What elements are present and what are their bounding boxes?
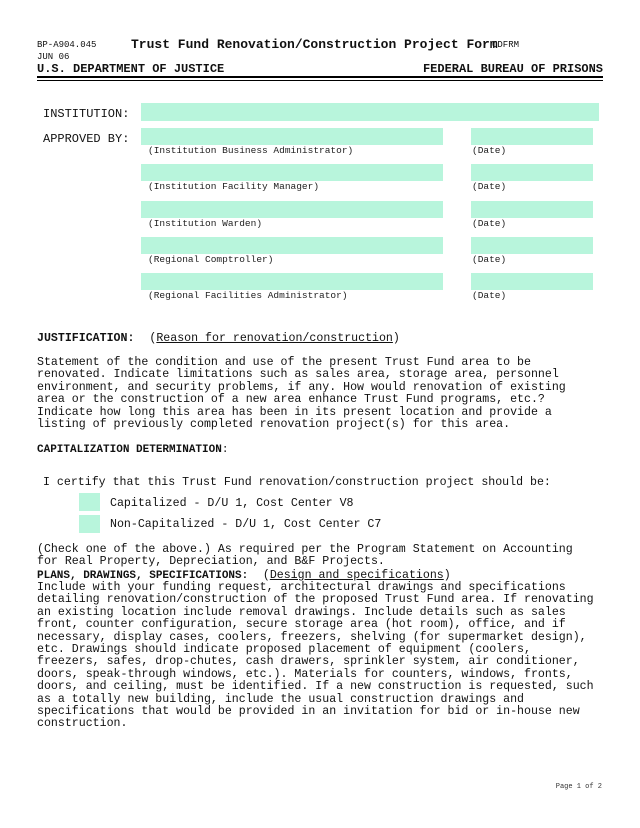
capitalized-checkbox[interactable] xyxy=(79,493,100,511)
justification-body xyxy=(37,357,607,431)
non-capitalized-option-label: Non-Capitalized - D/U 1, Cost Center C7 xyxy=(110,518,382,531)
plans-line: doors, speak-through windows, etc.). Materials for counters, windows, fronts, xyxy=(37,667,573,681)
non-capitalized-checkbox[interactable] xyxy=(79,515,100,533)
form-code: CDFRM xyxy=(492,40,520,50)
date-label: (Date) xyxy=(472,218,507,229)
capitalization-note xyxy=(37,544,607,569)
institution-field[interactable] xyxy=(141,103,599,121)
plans-line: specifications that would be provided in an invitation for bid or in-house new xyxy=(37,705,580,719)
justification-heading-line xyxy=(37,332,400,345)
signature-role-label: (Regional Comptroller) xyxy=(148,254,274,265)
form-title: Trust Fund Renovation/Construction Project Form xyxy=(131,37,498,52)
date-field[interactable] xyxy=(471,164,593,181)
capitalization-note-line: for Real Property, Depreciation, and B&F Projects. xyxy=(37,555,385,569)
plans-line: construction. xyxy=(37,717,128,731)
plans-line: Include with your funding request, architectural drawings and specifications xyxy=(37,581,566,594)
plans-line: detailing renovation/construction of the proposed Trust Fund area. If renovating xyxy=(37,593,594,607)
date-field[interactable] xyxy=(471,273,593,290)
bureau-name: FEDERAL BUREAU OF PRISONS xyxy=(422,62,603,76)
date-label: (Date) xyxy=(472,290,507,301)
plans-heading: PLANS, DRAWINGS, SPECIFICATIONS: xyxy=(37,570,249,582)
plans-line: front, counter configuration, secure storage area (hot room), office, and if xyxy=(37,618,566,632)
justification-subtitle: Reason for renovation/construction xyxy=(156,332,393,345)
signature-field[interactable] xyxy=(141,164,443,181)
justification-heading: JUSTIFICATION: xyxy=(37,332,135,345)
signature-field[interactable] xyxy=(141,273,443,290)
date-label: (Date) xyxy=(472,254,507,265)
approved-by-label: APPROVED BY: xyxy=(43,132,130,146)
plans-line: necessary, display cases, coolers, freezers, shelving (for supermarket design), xyxy=(37,630,587,644)
header-rule-top xyxy=(37,76,603,78)
capitalization-heading-line xyxy=(37,444,228,456)
signature-role-label: (Regional Facilities Administrator) xyxy=(148,290,348,301)
date-field[interactable] xyxy=(471,128,593,145)
date-label: (Date) xyxy=(472,145,507,156)
signature-role-label: (Institution Business Administrator) xyxy=(148,145,354,156)
certify-statement: I certify that this Trust Fund renovation/construction project should be: xyxy=(43,476,551,489)
justification-close-paren: ) xyxy=(392,332,400,345)
justification-line: renovated. Indicate limitations such as sales area, storage area, personnel xyxy=(37,368,559,382)
justification-line: listing of previously completed renovation project(s) for this area. xyxy=(37,418,511,432)
signature-field[interactable] xyxy=(141,201,443,218)
institution-label: INSTITUTION: xyxy=(43,107,130,121)
justification-line: Indicate how long this area has been in its present location and provide a xyxy=(37,405,552,419)
date-label: (Date) xyxy=(472,181,507,192)
plans-line: freezers, safes, drop-chutes, cash drawers, sprinkler system, air conditioner, xyxy=(37,655,580,669)
department-name: U.S. DEPARTMENT OF JUSTICE xyxy=(37,62,225,76)
date-field[interactable] xyxy=(471,237,593,254)
plans-line: an existing location include removal drawings. Include details such as sales xyxy=(37,605,566,619)
capitalization-heading: CAPITALIZATION DETERMINATION xyxy=(37,444,222,456)
date-field[interactable] xyxy=(471,201,593,218)
capitalization-colon: : xyxy=(221,444,229,456)
signature-field[interactable] xyxy=(141,128,443,145)
signature-role-label: (Institution Facility Manager) xyxy=(148,181,320,192)
plans-line: etc. Drawings should indicate proposed placement of equipment (coolers, xyxy=(37,643,531,657)
plans-subtitle: Design and specifications xyxy=(269,569,444,582)
form-date: JUN 06 xyxy=(37,52,70,62)
justification-line: area or the construction of a new area enhance Trust Fund programs, etc.? xyxy=(37,393,545,407)
header-rule-bottom xyxy=(37,80,603,81)
form-number: BP-A904.045 xyxy=(37,40,97,50)
justification-line: Statement of the condition and use of the present Trust Fund area to be xyxy=(37,356,531,369)
page-number: Page 1 of 2 xyxy=(555,783,602,791)
signature-field[interactable] xyxy=(141,237,443,254)
plans-line: as a totally new building, include the usual construction drawings and xyxy=(37,692,525,706)
signature-role-label: (Institution Warden) xyxy=(148,218,263,229)
plans-body xyxy=(37,582,607,731)
plans-close-paren: ) xyxy=(443,569,451,582)
justification-open-paren: ( xyxy=(149,332,157,345)
capitalization-note-line: (Check one of the above.) As required per the Program Statement on Accounting xyxy=(37,543,573,556)
capitalized-option-label: Capitalized - D/U 1, Cost Center V8 xyxy=(110,497,354,510)
justification-line: environment, and security problems, if any. How would renovation of existing xyxy=(37,380,566,394)
plans-open-paren: ( xyxy=(262,569,270,582)
plans-line: doors, and ceiling, must be identified. If a new construction is requested, such xyxy=(37,680,594,694)
